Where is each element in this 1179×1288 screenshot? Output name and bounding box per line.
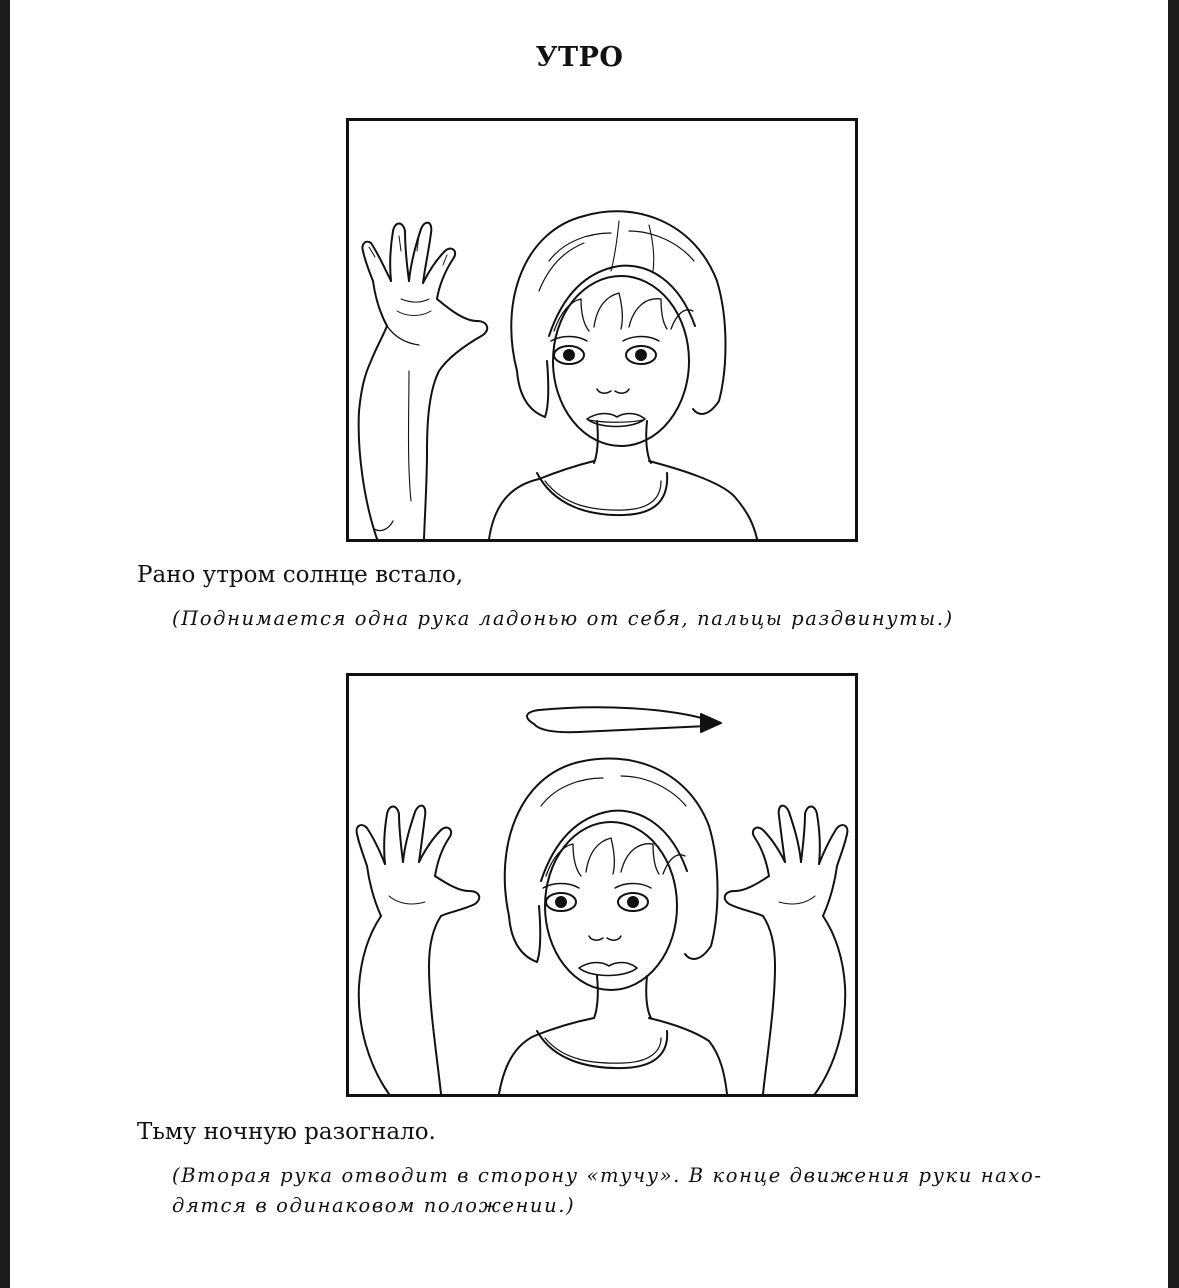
illustration-both-hands-raised <box>346 673 858 1097</box>
motion-arrow-icon <box>527 707 721 732</box>
verse-line-2: Тьму ночную разогнало. <box>137 1119 436 1145</box>
movement-instruction-2: (Вторая рука отводит в сторону «тучу». В конце движения руки нахо-дятся в одинаковом положении.) <box>172 1164 1043 1217</box>
page-title: УТРО <box>535 42 624 73</box>
movement-instruction-1: (Поднимается одна рука ладонью от себя, пальцы раздвинуты.) <box>172 607 954 630</box>
verse-line-1: Рано утром солнце встало, <box>137 562 464 588</box>
illustration-one-hand-raised <box>346 118 858 542</box>
